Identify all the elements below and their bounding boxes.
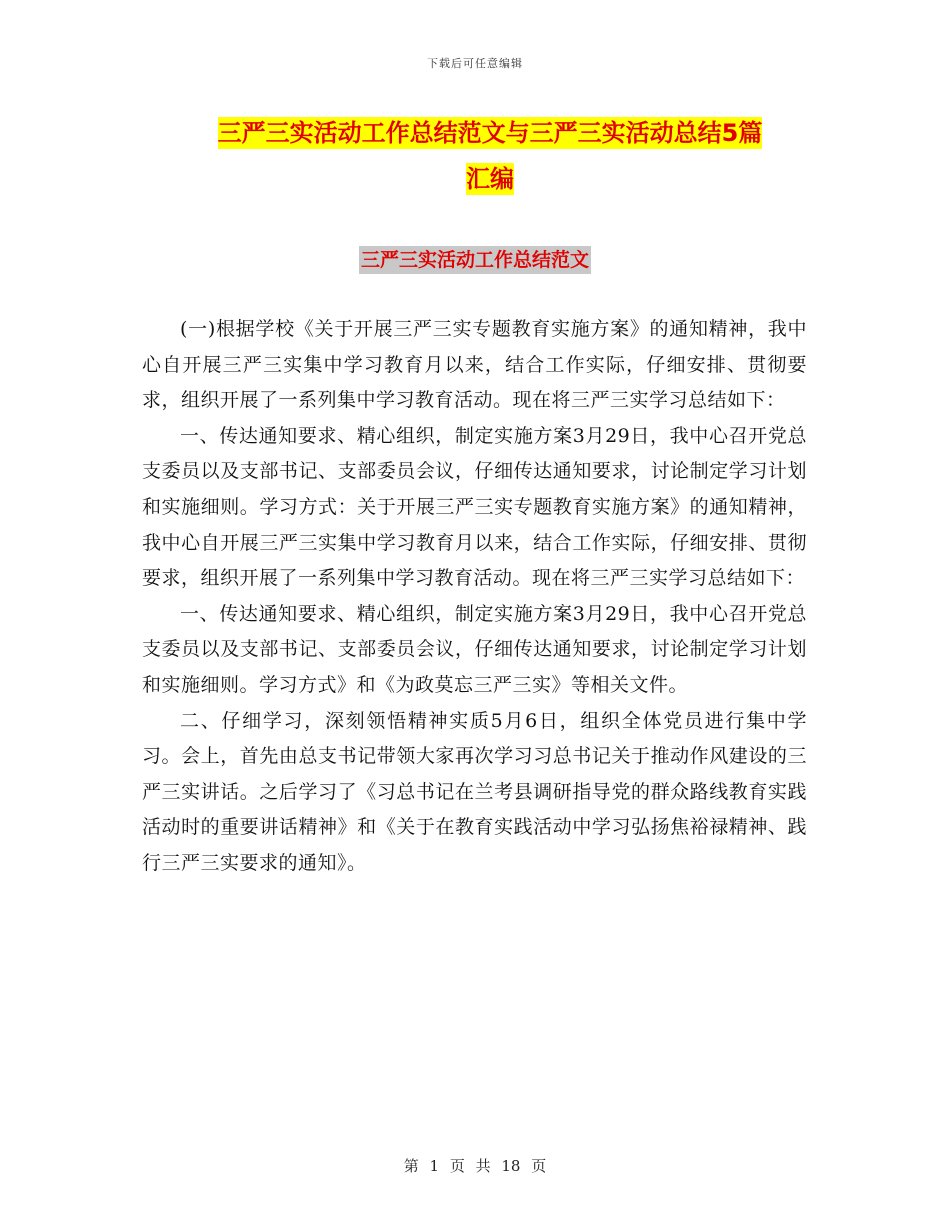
document-title-line-2: 汇编 <box>466 165 514 193</box>
header-note: 下载后可任意编辑 <box>427 57 523 70</box>
paragraph: 二、仔细学习，深刻领悟精神实质5月6日，组织全体党员进行集中学习。会上，首先由总支书记带领大家再次学习习总书记关于推动作风建设的三严三实讲话。之后学习了《习总书记在兰考县调研指导党的群众路线教育实践活动时的重要讲话精神》和《关于在教育实践活动中学习弘扬焦裕禄精神、践行三严三实要求的通知》。 <box>142 709 807 874</box>
paragraph: 一、传达通知要求、精心组织，制定实施方案3月29日，我中心召开党总支委员以及支部书记、支部委员会议，仔细传达通知要求，讨论制定学习计划和实施细则。学习方式》和《为政莫忘三严三实》等相关文件。 <box>142 602 807 696</box>
page-number: 第 1 页 共 18 页 <box>403 1157 547 1175</box>
document-body <box>142 312 807 882</box>
section-title <box>0 245 950 272</box>
document-title-line-1: 三严三实活动工作总结范文与三严三实活动总结5篇 <box>217 119 763 147</box>
document-title <box>150 110 830 202</box>
paragraph: 一、传达通知要求、精心组织，制定实施方案3月29日，我中心召开党总支委员以及支部书记、支部委员会议，仔细传达通知要求，讨论制定学习计划和实施细则。学习方式：关于开展三严三实专题教育实施方案》的通知精神，我中心自开展三严三实集中学习教育月以来，结合工作实际，仔细安排、贯彻要求，组织开展了一系列集中学习教育活动。现在将三严三实学习总结如下： <box>142 424 807 590</box>
section-title-text: 三严三实活动工作总结范文 <box>359 246 591 274</box>
paragraph: (一)根据学校《关于开展三严三实专题教育实施方案》的通知精神，我中心自开展三严三实集中学习教育月以来，结合工作实际，仔细安排、贯彻要求，组织开展了一系列集中学习教育活动。现在将三严三实学习总结如下： <box>142 318 807 412</box>
